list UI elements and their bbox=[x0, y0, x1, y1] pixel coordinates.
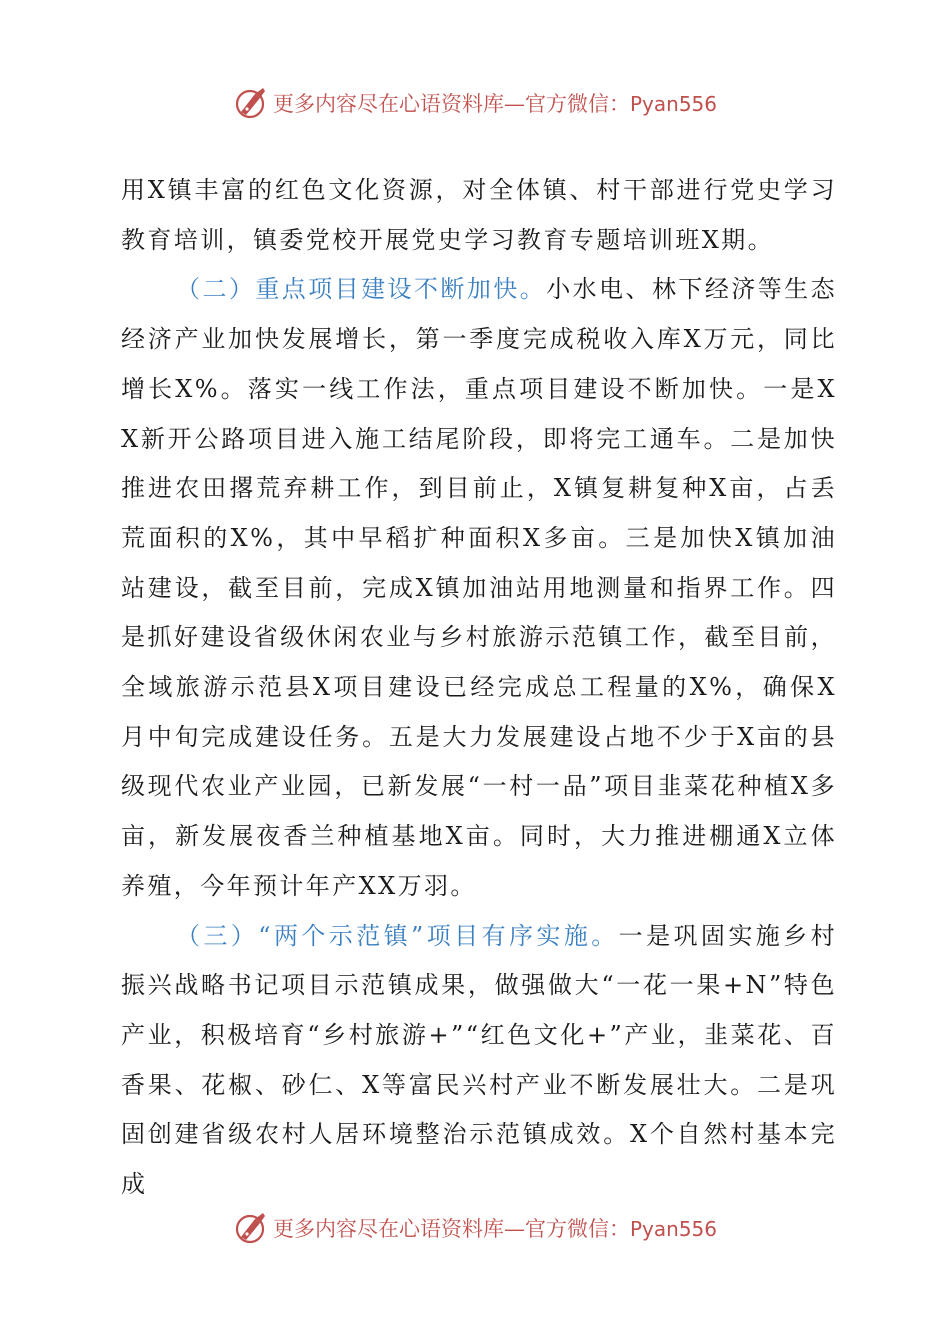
header-banner bbox=[0, 83, 950, 123]
header-banner-handle: Pyan556 bbox=[629, 92, 717, 116]
paragraph-3-text: 一是巩固实施乡村振兴战略书记项目示范镇成果，做强做大“一花一果+N”特色产业，积极培育“乡村旅游+”“红色文化+”产业，韭菜花、百香果、花椒、砂仁、X等富民兴村产业不断发展壮大。二是巩固创建省级农村人居环境整治示范镇成效。X个自然村基本完成 bbox=[121, 921, 838, 1199]
footer-banner bbox=[0, 1208, 950, 1248]
paragraph-1-text: 用X镇丰富的红色文化资源，对全体镇、村干部进行党史学习教育培训，镇委党校开展党史学习教育专题培训班X期。 bbox=[121, 176, 837, 254]
paragraph-3 bbox=[121, 912, 837, 1210]
section-heading-3: （三）“两个示范镇”项目有序实施。 bbox=[176, 921, 619, 950]
footer-banner-handle: Pyan556 bbox=[629, 1217, 717, 1241]
pen-nib-logo-icon bbox=[233, 1210, 269, 1246]
header-banner-text: 更多内容尽在心语资料库—官方微信： bbox=[272, 92, 630, 116]
footer-banner-text: 更多内容尽在心语资料库—官方微信： bbox=[272, 1217, 630, 1241]
paragraph-2-text: 小水电、林下经济等生态经济产业加快发展增长，第一季度完成税收入库X万元，同比增长X%。落实一线工作法，重点项目建设不断加快。一是XX新开公路项目进入施工结尾阶段，即将完工通车。二是加快推进农田撂荒弃耕工作，到目前止，X镇复耕复种X亩，占丢荒面积的X%，其中早稻扩种面积X多亩。三是加快X镇加油站建设，截至目前，完成X镇加油站用地测量和指界工作。四是抓好建设省级休闲农业与乡村旅游示范镇工作，截至目前，全域旅游示范县X项目建设已经完成总工程量的X%，确保X月中旬完成建设任务。五是大力发展建设占地不少于X亩的县级现代农业产业园，已新发展“一村一品”项目韭菜花种植X多亩，新发展夜香兰种植基地X亩。同时，大力推进棚通X立体养殖，今年预计年产XX万羽。 bbox=[121, 275, 837, 900]
document-body bbox=[121, 166, 837, 1210]
section-heading-2: （二）重点项目建设不断加快。 bbox=[176, 275, 547, 304]
pen-nib-logo-icon bbox=[233, 85, 269, 121]
paragraph-2 bbox=[121, 265, 837, 911]
paragraph-1 bbox=[121, 166, 837, 265]
